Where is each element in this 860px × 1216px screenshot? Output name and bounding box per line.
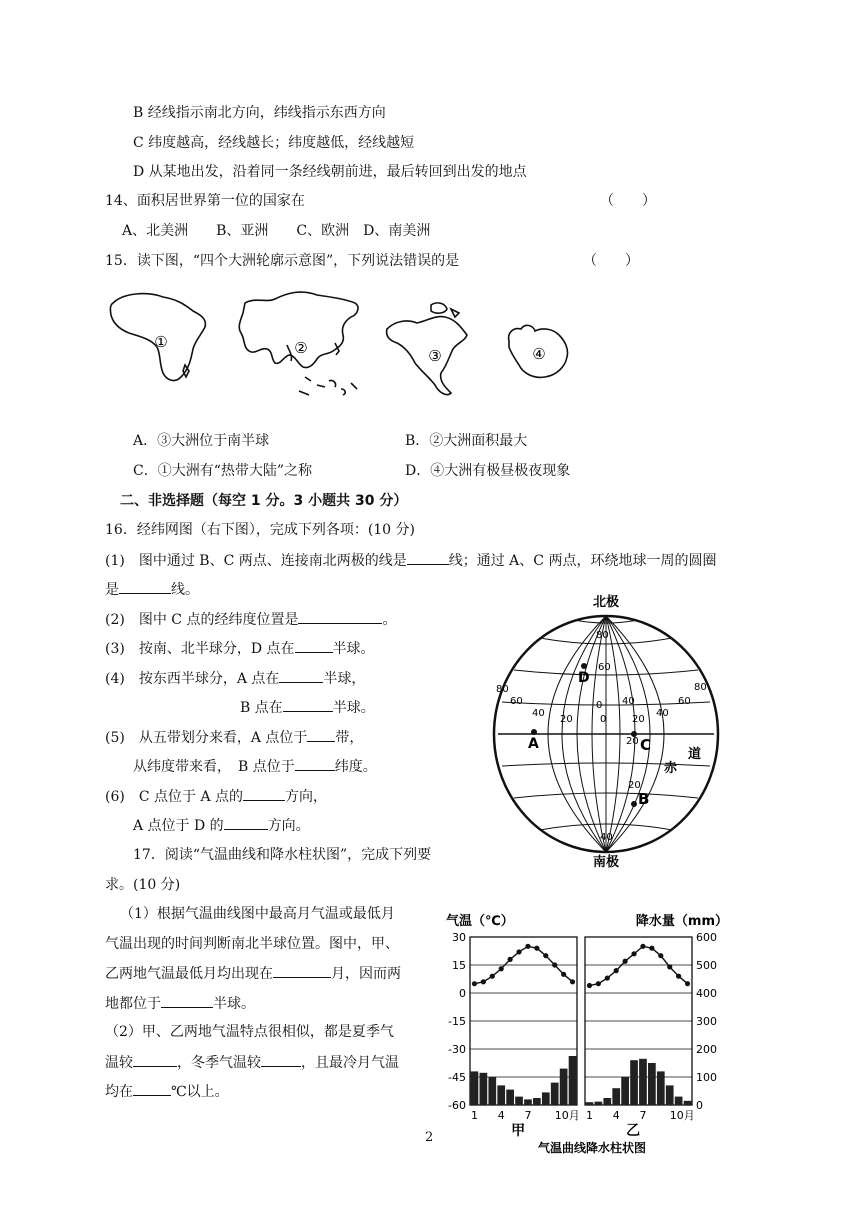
precip-bar xyxy=(515,1097,523,1105)
temperature-point xyxy=(481,979,486,984)
precip-bar xyxy=(497,1085,505,1105)
lat-label: 60 xyxy=(598,662,611,673)
temperature-point xyxy=(508,957,513,962)
q13-option-b: B 经线指示南北方向，纬线指示东西方向 xyxy=(133,105,386,121)
q16-part4: (4) 按东西半球分，A 点在 半球， xyxy=(105,668,365,689)
temperature-point xyxy=(543,953,548,958)
answer-blank[interactable] xyxy=(243,786,285,801)
lon-label: 40 xyxy=(656,708,669,719)
precip-axis-title: 降水量（mm） xyxy=(635,914,728,929)
chart-title: 气温曲线降水柱状图 xyxy=(537,1141,647,1155)
continent-label-4: ④ xyxy=(532,345,546,363)
precip-bar xyxy=(657,1071,665,1105)
lat-label: 0 xyxy=(600,714,607,725)
answer-blank[interactable] xyxy=(283,697,333,712)
answer-blank[interactable] xyxy=(261,1052,301,1067)
month-tick-label: 7 xyxy=(639,1109,647,1122)
precip-tick-label: 400 xyxy=(696,987,717,1000)
point-b-marker xyxy=(631,801,637,807)
q16-part6: (6) C 点位于 A 点的 方向， xyxy=(105,786,327,807)
answer-blank[interactable] xyxy=(279,668,323,683)
month-tick-label: 7 xyxy=(524,1109,532,1122)
q15-option-c: C．①大洲有“热带大陆”之称 xyxy=(133,463,313,479)
q17-part2-line1: （2）甲、乙两地气温特点很相似，都是夏季气 xyxy=(105,1024,394,1040)
answer-blank[interactable] xyxy=(133,1081,171,1096)
precip-tick-label: 300 xyxy=(696,1015,717,1028)
temperature-point xyxy=(649,946,654,951)
q16-part1-cont: 是 线。 xyxy=(105,579,199,600)
q14-stem: 14、面积居世界第一位的国家在 xyxy=(105,193,305,209)
temperature-point xyxy=(596,981,601,986)
temp-tick-label: 0 xyxy=(459,987,466,1000)
temp-tick-label: -30 xyxy=(448,1043,466,1056)
q16-part6-cont: A 点位于 D 的 方向。 xyxy=(133,815,310,836)
q15-option-b: B．②大洲面积最大 xyxy=(405,433,528,449)
answer-blank[interactable] xyxy=(295,638,333,653)
temp-tick-label: 15 xyxy=(452,959,466,972)
temperature-point xyxy=(472,981,477,986)
continents-figure xyxy=(105,285,585,410)
q16-part1: (1) 图中通过 B、C 两点、连接南北两极的线是 线；通过 A、C 两点，环绕地球一周的圆圈 xyxy=(105,550,716,571)
temperature-point xyxy=(525,944,530,949)
temperature-point xyxy=(631,951,636,956)
answer-blank[interactable] xyxy=(295,756,335,771)
globe-figure xyxy=(488,592,724,872)
temperature-point xyxy=(516,949,521,954)
precip-bar xyxy=(533,1098,541,1105)
series-name-label: 甲 xyxy=(511,1123,526,1139)
equator-label-1: 赤 xyxy=(664,761,678,776)
temperature-point xyxy=(552,962,557,967)
precip-bar xyxy=(551,1083,559,1105)
page-number: 2 xyxy=(425,1130,434,1145)
q17-part2-line2: 温较 ，冬季气温较 ，且最冷月气温 xyxy=(105,1052,399,1073)
precip-bar xyxy=(648,1063,656,1105)
temperature-point xyxy=(676,974,681,979)
lat-label: 40 xyxy=(600,832,613,843)
point-a-label: A xyxy=(528,736,539,752)
equator-label-2: 道 xyxy=(688,747,702,762)
lon-label: 20 xyxy=(560,714,573,725)
lon-label: 60 xyxy=(510,696,523,707)
q16-part5-cont: 从纬度带来看， B 点位于 纬度。 xyxy=(133,756,377,777)
temp-tick-label: -60 xyxy=(448,1099,466,1112)
point-b-label: B xyxy=(638,790,650,808)
lon-label: 0 xyxy=(596,700,603,711)
answer-blank[interactable] xyxy=(273,963,331,978)
precip-bar xyxy=(560,1069,568,1105)
q15-stem: 15．读下图，“四个大洲轮廓示意图”，下列说法错误的是 xyxy=(105,253,460,269)
point-c-label: C xyxy=(640,736,652,754)
section-2-heading: 二、非选择题（每空 1 分。3 小题共 30 分） xyxy=(120,493,408,509)
temperature-point xyxy=(570,979,575,984)
temp-tick-label: -15 xyxy=(448,1015,466,1028)
lon-label: 40 xyxy=(532,708,545,719)
lon-label: 20 xyxy=(632,714,645,725)
answer-blank[interactable] xyxy=(298,609,382,624)
precip-bar xyxy=(569,1056,577,1105)
continent-label-1: ① xyxy=(154,333,168,351)
precip-bar xyxy=(506,1090,514,1105)
q16-part4-cont: B 点在 半球。 xyxy=(240,697,375,718)
temperature-line xyxy=(589,946,687,985)
continent-label-3: ③ xyxy=(428,347,442,365)
answer-blank[interactable] xyxy=(133,1052,177,1067)
q17-stem-line1: 17．阅读“气温曲线和降水柱状图”，完成下列要 xyxy=(133,847,432,863)
precip-bar xyxy=(612,1088,620,1105)
precip-bar xyxy=(603,1098,611,1105)
precip-tick-label: 0 xyxy=(696,1099,703,1112)
q17-part1-line2: 气温出现的时间判断南北半球位置。图中，甲、 xyxy=(105,936,399,952)
point-a-marker xyxy=(531,729,537,735)
precip-tick-label: 500 xyxy=(696,959,717,972)
temperature-point xyxy=(534,946,539,951)
north-pole-label: 北极 xyxy=(592,595,620,610)
precip-tick-label: 600 xyxy=(696,931,717,944)
precip-bar xyxy=(586,1102,594,1105)
q14-options: A、北美洲 B、亚洲 C、欧洲 D、南美洲 xyxy=(122,223,431,239)
precip-bar xyxy=(621,1077,629,1105)
precip-bar xyxy=(471,1071,479,1105)
q17-part1-line3: 乙两地气温最低月均出现在 月，因而两 xyxy=(105,963,401,984)
temperature-point xyxy=(561,972,566,977)
lon-label: 80 xyxy=(694,682,707,693)
temperature-point xyxy=(499,966,504,971)
answer-blank[interactable] xyxy=(407,550,449,565)
month-tick-label: 10月 xyxy=(554,1109,580,1122)
precip-bar xyxy=(684,1101,692,1105)
lat-label: 20 xyxy=(628,780,641,791)
q13-option-d: D 从某地出发，沿着同一条经线朝前进，最后转回到出发的地点 xyxy=(133,164,527,180)
month-tick-label: 10月 xyxy=(669,1109,695,1122)
month-tick-label: 4 xyxy=(497,1109,505,1122)
temperature-point xyxy=(667,964,672,969)
precip-bar xyxy=(630,1060,638,1105)
temperature-point xyxy=(658,953,663,958)
series-name-label: 乙 xyxy=(626,1123,641,1139)
answer-blank[interactable] xyxy=(161,993,213,1008)
south-pole-label: 南极 xyxy=(592,855,620,870)
q16-part2: (2) 图中 C 点的经纬度位置是 。 xyxy=(105,609,396,630)
precip-tick-label: 100 xyxy=(696,1071,717,1084)
precip-bar xyxy=(666,1085,674,1105)
lat-label: 20 xyxy=(626,736,639,747)
continent-outline-north-america xyxy=(387,303,467,395)
month-tick-label: 1 xyxy=(585,1109,593,1122)
temperature-point xyxy=(490,974,495,979)
point-d-label: D xyxy=(578,670,590,686)
month-tick-label: 4 xyxy=(612,1109,620,1122)
continent-label-2: ② xyxy=(294,339,308,357)
temperature-point xyxy=(640,944,645,949)
precip-tick-label: 200 xyxy=(696,1043,717,1056)
q17-stem-line2: 求。(10 分) xyxy=(105,877,181,893)
lon-label: 60 xyxy=(678,696,691,707)
precip-bar xyxy=(480,1073,488,1105)
temp-tick-label: -45 xyxy=(448,1071,466,1084)
q17-part1-line4: 地都位于 半球。 xyxy=(105,993,255,1014)
q15-option-d: D．④大洲有极昼极夜现象 xyxy=(405,463,571,479)
answer-blank[interactable] xyxy=(119,579,171,594)
answer-blank[interactable] xyxy=(224,815,268,830)
precip-bar xyxy=(595,1102,603,1105)
temperature-point xyxy=(614,968,619,973)
q14-answer-paren: （ ） xyxy=(600,193,656,209)
temp-axis-title: 气温（℃） xyxy=(446,914,514,929)
temperature-point xyxy=(605,975,610,980)
q16-stem: 16．经纬网图（右下图），完成下列各项：(10 分) xyxy=(105,522,416,538)
precip-bar xyxy=(639,1059,647,1105)
lat-label: 40 xyxy=(622,696,635,707)
temperature-point xyxy=(587,983,592,988)
temperature-point xyxy=(623,959,628,964)
q13-option-c: C 纬度越高，经线越长；纬度越低，经线越短 xyxy=(133,135,415,151)
climate-chart xyxy=(436,905,736,1155)
precip-bar xyxy=(524,1099,532,1105)
q15-option-a: A．③大洲位于南半球 xyxy=(133,433,270,449)
month-tick-label: 1 xyxy=(470,1109,478,1122)
precip-bar xyxy=(675,1097,683,1105)
q16-part3: (3) 按南、北半球分，D 点在 半球。 xyxy=(105,638,375,659)
lat-label: 80 xyxy=(596,630,609,641)
point-d-marker xyxy=(581,663,587,669)
q16-part5: (5) 从五带划分来看，A 点位于 带， xyxy=(105,727,363,748)
q17-part2-line3: 均在 ℃以上。 xyxy=(105,1081,229,1102)
precip-bar xyxy=(488,1077,496,1105)
lon-label: 80 xyxy=(496,684,509,695)
temperature-point xyxy=(685,981,690,986)
q15-answer-paren: （ ） xyxy=(583,253,639,269)
precip-bar xyxy=(542,1092,550,1105)
q17-part1-line1: （1）根据气温曲线图中最高月气温或最低月 xyxy=(120,906,395,922)
answer-blank[interactable] xyxy=(307,727,335,742)
temp-tick-label: 30 xyxy=(452,931,466,944)
